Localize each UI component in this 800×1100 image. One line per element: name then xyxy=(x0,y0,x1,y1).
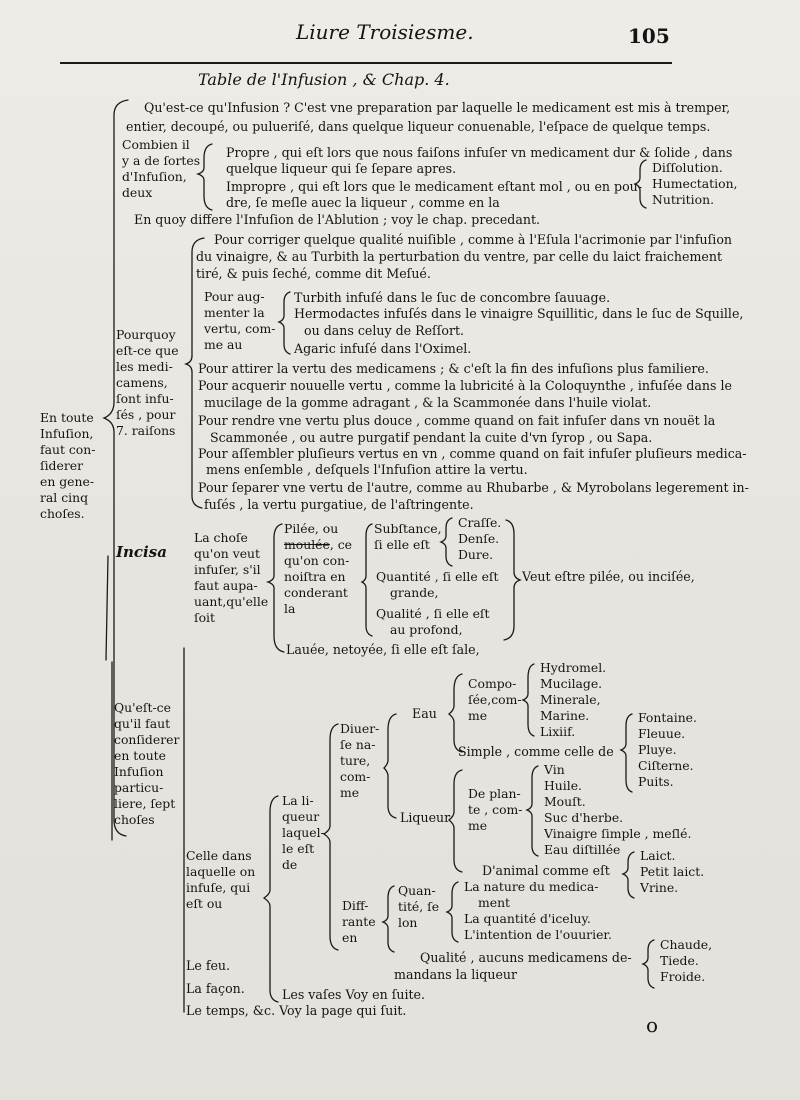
qualite2-line: mandans la liqueur xyxy=(394,967,518,982)
handwritten-annotation: Incisa xyxy=(116,543,167,561)
diuerse-brace xyxy=(384,714,396,818)
liqueur-node: Liqueur xyxy=(400,810,451,825)
differente-brace xyxy=(383,886,394,952)
raison-line: Scammonée , ou autre purgatif pendant la cuite d'vn ſyrop , ou Sapa. xyxy=(210,430,653,445)
impropre-line: Impropre , qui eſt lors que le medicament eſtant mol , ou en pou- xyxy=(226,179,643,194)
plante-items: Vin Huile. Mouſt. Suc d'herbe. Vinaigre ſimple , meſlé. Eau diſtillée xyxy=(544,762,692,857)
plante-label: De plan- te , com- me xyxy=(468,786,523,833)
sortes-label: Combien il y a de ſortes d'Infuſion, deux xyxy=(122,137,201,200)
chose-label: La choſe qu'on veut infuſer, s'il faut aupa- uant,qu'elle ſoit xyxy=(194,530,269,625)
verdict-brace xyxy=(504,520,520,640)
raison-line: Pour rendre vne vertu plus douce , comme quand on fait infuſer dans vn nouët la xyxy=(198,413,716,428)
raisons-label: Pourquoy eſt-ce que les medi- camens, ſont infu- ſés , pour 7. raiſons xyxy=(116,327,179,438)
substance-kinds: Craſſe. Denſe. Dure. xyxy=(458,515,502,562)
impropre-line: dre, ſe meſle auec la liqueur , comme en la xyxy=(226,195,500,210)
augmenter-line: Turbith infuſé dans le ſuc de concombre ſauuage. xyxy=(294,290,611,305)
incisa-underline xyxy=(106,556,108,660)
animal-brace xyxy=(623,852,634,898)
quantite2-label: Quan- tité, ſe lon xyxy=(398,883,440,930)
raison-line: Pour ſeparer vne vertu de l'autre, comme au Rhubarbe , & Myrobolans legerement in- xyxy=(198,480,749,495)
augmenter-label: Pour aug- menter la vertu, com- me au xyxy=(204,289,276,352)
raison-line: Pour acquerir nouuelle vertu , comme la lubricité à la Coloquynthe , infuſée dans le xyxy=(198,378,732,393)
pilee-verdict: Veut eſtre pilée, ou inciſée, xyxy=(522,569,695,584)
ablution-line: En quoy differe l'Infuſion de l'Ablution ; voy le chap. precedant. xyxy=(134,212,541,227)
page-number: 105 xyxy=(628,24,670,48)
differente-label: Diff- rante en xyxy=(342,898,376,945)
infusion-kinds: Diſſolution. Humectation, Nutrition. xyxy=(652,160,738,207)
feu-item: Le feu. xyxy=(186,958,231,973)
lauee-line: Lauée, netoyée, ſi elle eſt ſale, xyxy=(286,642,480,657)
augmenter-line: ou dans celuy de Reſſort. xyxy=(304,323,465,338)
raison-line: fuſés , la vertu purgatiue, de l'aſtringente. xyxy=(204,497,474,512)
composee-items: Hydromel. Mucilage. Minerale, Marine. Lixiif. xyxy=(540,660,607,739)
general-label: En toute Infuſion, faut con- ſiderer en gene- ral cinq choſes. xyxy=(40,410,96,521)
raison-line: Pour corriger quelque qualité nuiſible , comme à l'Eſula l'acrimonie par l'infuſion xyxy=(214,232,733,247)
qualite-label: Qualité , ſi elle eſt au profond, xyxy=(376,606,490,637)
qualite2-items: Chaude, Tiede. Froide. xyxy=(660,937,713,984)
substance-brace xyxy=(441,518,452,566)
raison-line: Pour attirer la vertu des medicamens ; & c'eſt la fin des infuſions plus familiere. xyxy=(198,361,709,376)
raison-line: du vinaigre, & au Turbith la perturbation du ventre, par celle du laict fraichement xyxy=(196,249,723,264)
raison-line: tiré, & puis ſeché, comme dit Meſué. xyxy=(196,266,431,281)
augmenter-line: Agaric infuſé dans l'Oximel. xyxy=(294,341,472,356)
composee-label: Compo- ſée,com- me xyxy=(468,676,522,723)
vases-item: Les vaſes Voy en ſuite. xyxy=(282,987,426,1002)
quantite2-brace xyxy=(447,882,458,942)
substance-label: Subſtance, ſi elle eſt xyxy=(374,521,442,552)
raison-line: mucilage de la gomme adragant , & la Scammonée dans l'huile violat. xyxy=(204,395,652,410)
header-rule xyxy=(60,62,672,64)
animal-label: D'animal comme eſt xyxy=(482,863,610,878)
table-title: Table de l'Infusion , & Chap. 4. xyxy=(198,70,450,89)
intro-line: entier, decoupé, ou pulueriſé, dans quelque liqueur conuenable, l'eſpace de quelque temps. xyxy=(126,119,711,134)
celle-label: Celle dans laquelle on infuſe, qui eſt ou xyxy=(186,848,256,911)
pilee-label: Pilée, ou moulée, ce qu'on con- noiſtra en conderant la xyxy=(284,521,352,616)
eau-brace xyxy=(449,674,462,752)
simple-label: Simple , comme celle de xyxy=(458,744,614,759)
facon-item: La façon. xyxy=(186,981,245,996)
animal-items: Laict. Petit laict. Vrine. xyxy=(640,848,705,895)
diuerse-label: Diuer- ſe na- ture, com- me xyxy=(340,721,380,800)
plante-brace xyxy=(527,766,538,856)
running-title: Liure Troisiesme. xyxy=(296,20,474,44)
sept-label: Qu'eſt-ce qu'il faut conſiderer en toute Infuſion particu- liere, ſept choſes xyxy=(114,700,180,827)
plante-left-brace xyxy=(449,770,462,872)
raison-line: Pour aſſembler pluſieurs vertus en vn , comme quand on fait infuſer pluſieurs medica- xyxy=(198,446,747,461)
liqueur-label: La li- queur laquel- le eſt de xyxy=(282,793,325,872)
quantite2-items: La nature du medica- ment La quantité d'iceluy. L'intention de l'ouurier. xyxy=(464,879,612,942)
quantite-label: Quantité , ſi elle eſt grande, xyxy=(376,569,499,600)
propre-line: Propre , qui eſt lors que nous faiſons infuſer vn medicament dur & ſolide , dans xyxy=(226,145,733,160)
footer-mark: o xyxy=(646,1013,659,1037)
intro-line: Qu'est-ce qu'Infusion ? C'est vne preparation par laquelle le medicament est mis à tremper, xyxy=(144,100,731,115)
temps-item: Le temps, &c. Voy la page qui ſuit. xyxy=(186,1003,407,1018)
raison-line: mens enſemble , deſquels l'Infuſion attire la vertu. xyxy=(206,462,528,477)
composee-brace xyxy=(523,664,534,736)
propre-line: quelque liqueur qui ſe ſepare apres. xyxy=(226,161,457,176)
eau-label: Eau xyxy=(412,706,437,721)
augmenter-line: Hermodactes infuſés dans le vinaigre Squillitic, dans le ſuc de Squille, xyxy=(294,306,744,321)
simple-items: Fontaine. Fleuue. Pluye. Ciſterne. Puits. xyxy=(638,710,697,789)
qualite2-brace xyxy=(643,940,654,988)
qualite2-line: Qualité , aucuns medicamens de- xyxy=(420,950,632,965)
